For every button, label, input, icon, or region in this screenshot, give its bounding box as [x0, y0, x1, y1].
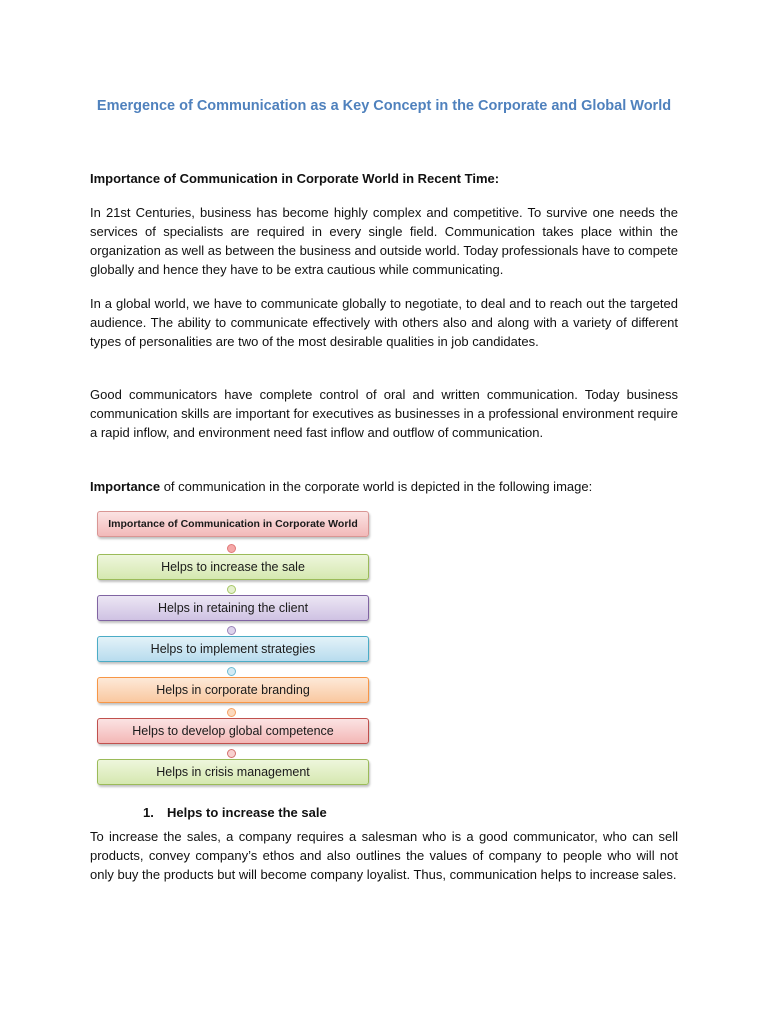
diagram-connector — [227, 667, 236, 676]
paragraph-3: Good communicators have complete control of oral and written communication. Today business communication skills are important for executives as businesses in a professional environment require a rapid inflow, and environment need fast inflow and outflow of communication. — [90, 387, 678, 440]
list-item-number: 1. — [143, 805, 154, 820]
diagram-item-corporate-branding: Helps in corporate branding — [97, 677, 369, 703]
diagram-connector — [227, 708, 236, 717]
paragraph-2: In a global world, we have to communicate globally to negotiate, to deal and to reach out the targeted audience. The ability to communicate effectively with others also and along with a variety of different types of personalities are two of the most desirable qualities in job candidates. — [90, 296, 678, 349]
importance-diagram — [95, 511, 373, 791]
diagram-connector — [227, 544, 236, 553]
diagram-item-retaining-client: Helps in retaining the client — [97, 595, 369, 621]
diagram-item-increase-sale: Helps to increase the sale — [97, 554, 369, 580]
paragraph-final: To increase the sales, a company requires a salesman who is a good communicator, who can sell products, convey company’s ethos and also outlines the values of company to people who will not only buy the products but will become company loyalist. Thus, communication helps to increase sales. — [90, 829, 678, 882]
diagram-connector — [227, 749, 236, 758]
paragraph-1: In 21st Centuries, business has become highly complex and competitive. To survive one needs the services of specialists are required in every single field. Communication takes place within the organization as well as between the business and outside world. Today professionals have to compete globally and hence they have to be extra cautious while communicating. — [90, 205, 679, 277]
diagram-item-global-competence: Helps to develop global competence — [97, 718, 369, 744]
diagram-header: Importance of Communication in Corporate World — [97, 511, 369, 537]
image-intro-bold: Importance — [90, 479, 161, 494]
list-item-label: Helps to increase the sale — [167, 805, 327, 820]
image-intro-rest: of communication in the corporate world is depicted in the following image: — [160, 479, 593, 494]
diagram-item-implement-strategies: Helps to implement strategies — [97, 636, 369, 662]
diagram-item-crisis-management: Helps in crisis management — [97, 759, 369, 785]
list-item-heading — [143, 803, 327, 822]
image-intro — [90, 477, 678, 496]
diagram-connector — [227, 626, 236, 635]
section-subheading: Importance of Communication in Corporate World in Recent Time: — [90, 171, 500, 186]
document-title: Emergence of Communication as a Key Concept in the Corporate and Global World — [96, 98, 672, 114]
diagram-connector — [227, 585, 236, 594]
